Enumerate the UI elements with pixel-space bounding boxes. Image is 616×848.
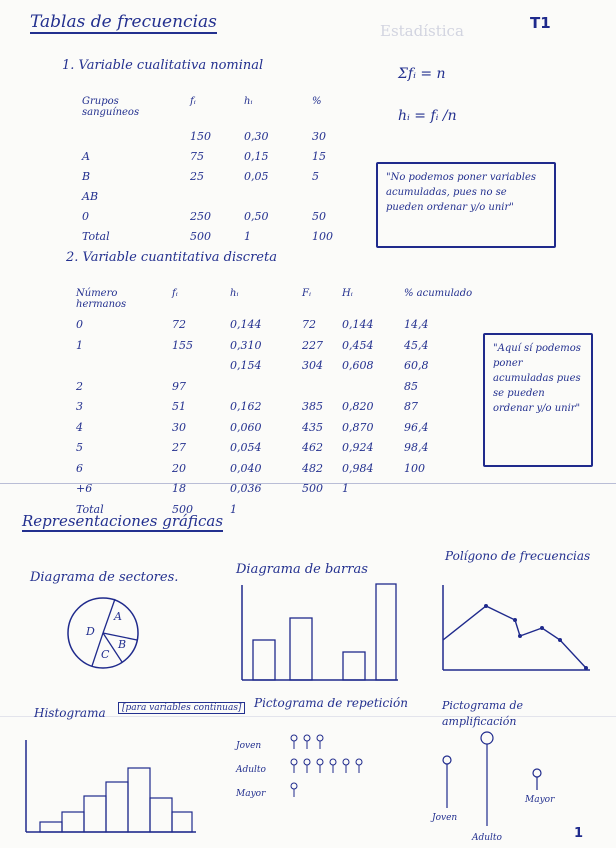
topic-tag: T1 [530, 14, 551, 32]
table-cell: 0,310 [230, 338, 262, 352]
table-cell: 0,924 [342, 441, 374, 454]
table-cell: 30 [172, 420, 186, 434]
table-cell: 0,454 [342, 338, 374, 352]
table-cell: 0,984 [342, 461, 374, 475]
table-cell: 96,4 [404, 420, 429, 434]
table-cell: 0,054 [230, 441, 262, 454]
table-cell: 0,162 [230, 400, 262, 413]
formula-sum: Σfᵢ = n [398, 66, 446, 82]
pictogram-row-label: Adulto [236, 765, 266, 775]
table-cell: 5 [76, 441, 83, 454]
table-cell: 0,50 [244, 210, 269, 223]
frequency-polygon [443, 585, 590, 670]
person-figure-icon [317, 735, 323, 741]
pictogram-repetition [234, 735, 362, 799]
table-cell: 50 [312, 210, 326, 223]
formula-relative: hᵢ = fᵢ /n [398, 108, 457, 124]
table-cell: 0,144 [342, 318, 374, 331]
note-text: "No podemos poner variables acumuladas, pues no se pueden ordenar y/o unir" [386, 172, 537, 213]
section3-heading: Representaciones gráficas [22, 512, 224, 530]
table-cell: 304 [302, 359, 323, 372]
table-header-cell: % acumulado [404, 288, 473, 299]
table-cell: 482 [302, 461, 323, 475]
pictogram-amp-label: Adulto [472, 833, 502, 843]
table-cell: 155 [172, 338, 193, 352]
table-cell: 1 [244, 230, 251, 243]
section1-heading: 1. Variable cualitativa nominal [62, 58, 264, 73]
table-cell: 98,4 [404, 441, 429, 454]
table-header-cell: Hᵢ [342, 288, 353, 299]
table-cell: 0 [76, 318, 83, 331]
faint-header: Estadística [380, 22, 464, 40]
polygon-title: Polígono de frecuencias [445, 549, 591, 563]
bar-diagram [242, 584, 398, 680]
person-figure-icon [343, 759, 349, 765]
table-cell: 0,30 [244, 130, 269, 143]
table-cell: 0,608 [342, 359, 374, 372]
person-figure-icon [317, 759, 323, 765]
pictogram-amplification [430, 732, 555, 843]
table-cell: 250 [190, 210, 211, 223]
table-cell: 1 [76, 338, 83, 352]
table-cell: +6 [76, 482, 93, 495]
pictogram-amp-label: Mayor [525, 795, 555, 805]
table-cell: 1 [230, 502, 237, 516]
table-cell: 0 [82, 210, 89, 223]
table-cell: 72 [302, 318, 316, 331]
table-cell: 4 [76, 420, 83, 434]
table-cell: 15 [312, 150, 326, 163]
table-cell: 27 [172, 441, 186, 454]
table-cell: 150 [190, 130, 211, 143]
table-cell: 500 [190, 230, 211, 243]
table-cell: 14,4 [404, 318, 429, 331]
table-header-cell: Número hermanos [76, 288, 127, 310]
table-cell: 25 [190, 170, 204, 183]
section2-heading: 2. Variable cuantitativa discreta [66, 250, 277, 265]
table-cell: 0,040 [230, 461, 262, 475]
table-cell: 20 [172, 461, 186, 475]
table-header-cell: % [312, 96, 322, 107]
person-figure-icon [304, 735, 310, 741]
table-cell: 0,05 [244, 170, 269, 183]
table-header-cell: Fᵢ [302, 288, 311, 299]
person-figure-icon [356, 759, 362, 765]
table-cell: 5 [312, 170, 319, 183]
table-cell: 435 [302, 420, 323, 434]
table-cell: 3 [76, 400, 83, 413]
pie-label: B [118, 638, 127, 651]
table-cell: Total [82, 230, 110, 243]
table-cell: AB [82, 190, 99, 203]
table-cell: 462 [302, 441, 323, 454]
table-cell: 0,15 [244, 150, 269, 163]
table-cell: B [82, 170, 91, 183]
table-cell: 87 [404, 400, 418, 413]
table-header-cell: hᵢ [230, 288, 239, 299]
table-cell: 30 [312, 130, 326, 143]
page-title: Tablas de frecuencias [30, 12, 217, 32]
table-cell: 0,154 [230, 359, 262, 372]
person-figure-icon [291, 735, 297, 741]
pictogram-row-label: Joven [236, 741, 262, 751]
table-cell: 60,8 [404, 359, 429, 372]
table-header-cell: fᵢ [190, 96, 196, 107]
person-figure-icon [330, 759, 336, 765]
table-cell: 0,060 [230, 420, 262, 434]
histogram-note: [para variables continuas] [118, 702, 245, 714]
table-cell: 100 [404, 461, 425, 475]
histogram-title: Histograma [34, 706, 106, 720]
table-cell: 97 [172, 379, 186, 393]
pictogram-amp-label: Joven [432, 813, 458, 823]
table-cell: 0,144 [230, 318, 262, 331]
person-figure-icon [291, 759, 297, 765]
table-cell: Total [76, 502, 104, 516]
table-cell: 0,820 [342, 400, 374, 413]
table-cell: 18 [172, 482, 186, 495]
pictogram-row-label: Mayor [236, 789, 266, 799]
table-cell: A [82, 150, 90, 163]
person-figure-icon [304, 759, 310, 765]
pictogram-amp-title: Pictograma de amplificación [442, 699, 524, 728]
table-cell: 85 [404, 379, 418, 393]
table-cell: 0,036 [230, 482, 262, 495]
pie-label: D [86, 625, 95, 638]
pie-chart [68, 598, 138, 668]
table-cell: 1 [342, 482, 349, 495]
pie-label: C [101, 648, 110, 661]
pictogram-rep-title: Pictograma de repetición [254, 696, 408, 710]
table-cell: 500 [302, 482, 323, 495]
table-cell: 51 [172, 400, 186, 413]
pie-title: Diagrama de sectores. [30, 570, 179, 585]
page-number: 1 [574, 826, 584, 841]
note-text: "Aquí sí podemos poner acumuladas pues se pueden ordenar y/o unir" [493, 343, 581, 414]
table-cell: 500 [172, 502, 193, 516]
bar-title: Diagrama de barras [236, 562, 368, 577]
table-header-cell: fᵢ [172, 288, 178, 299]
person-figure-icon [291, 783, 297, 789]
table-cell: 227 [302, 338, 323, 352]
table-header-cell: Grupos sanguíneos [82, 96, 140, 118]
table-cell: 6 [76, 461, 83, 475]
table-header-cell: hᵢ [244, 96, 253, 107]
table-cell: 0,870 [342, 420, 374, 434]
table-cell: 2 [76, 379, 83, 393]
table-cell: 72 [172, 318, 186, 331]
table-cell: 385 [302, 400, 323, 413]
table-cell: 75 [190, 150, 204, 163]
table-cell: 45,4 [404, 338, 429, 352]
pie-label: A [114, 610, 122, 623]
histogram [26, 740, 196, 832]
table-cell: 100 [312, 230, 333, 243]
